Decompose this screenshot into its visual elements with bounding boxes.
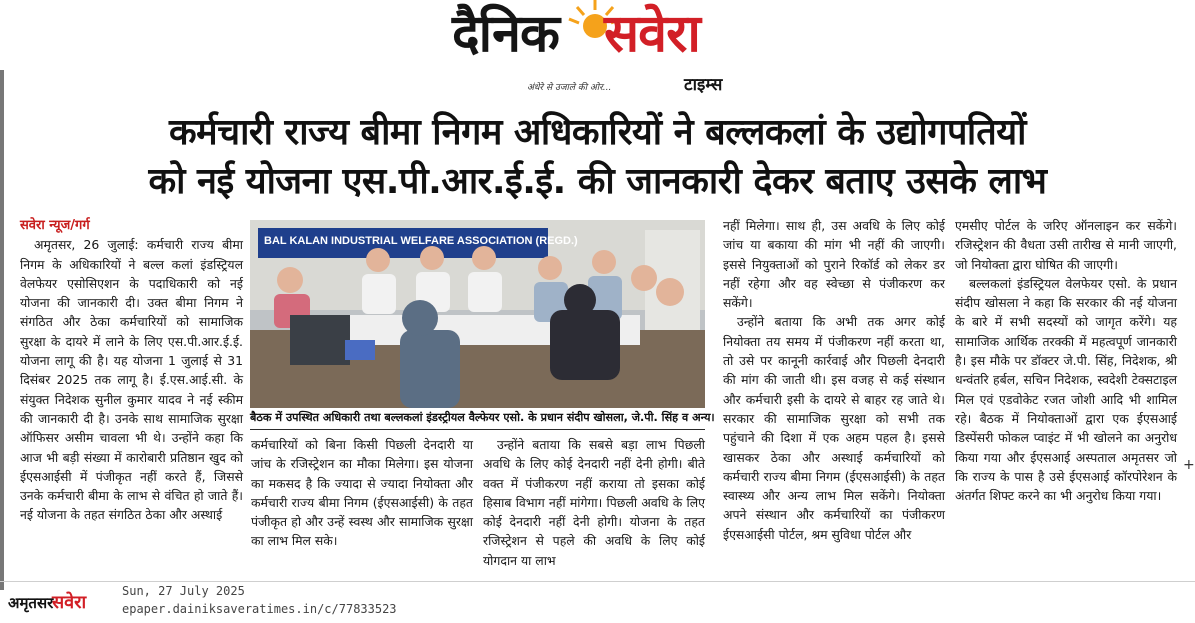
article-column-3 (483, 435, 705, 570)
plus-icon: + (1183, 457, 1195, 473)
headline-line-2: को नई योजना एस.पी.आर.ई.ई. की जानकारी देकर बताए उसके लाभ (148, 161, 1047, 202)
meeting-photo-image (250, 220, 705, 408)
brand-name-part1: दैनिक (452, 3, 559, 64)
article-column-1 (20, 216, 243, 525)
footer-divider (0, 581, 1195, 582)
article-paragraph: कर्मचारियों को बिना किसी पिछली देनदारी या जांच के रजिस्ट्रेशन का मौका मिलेगा। इस योजना का मकसद है कि ज्यादा से ज्यादा नियोक्ता और कर्मचारी राज्य बीमा निगम (ईएसआईसी) के तहत पंजीकृत हो और उन्हें स्वस्थ और सामाजिक सुरक्षा का लाभ मिल सके। (251, 437, 473, 549)
brand-name-part2: सवेरा (604, 3, 700, 64)
brand-tagline: अंधेरे से उजाले की ओर... (527, 83, 612, 93)
byline: सवेरा न्यूज/गर्ग (20, 218, 90, 233)
brand-name-part3: टाइम्स (684, 75, 723, 95)
caption-divider (250, 429, 705, 430)
article-paragraph: एमसीए पोर्टल के जरिए ऑनलाइन कर सकेंगे। रजिस्ट्रेशन की वैधता उसी तारीख से मानी जाएगी, जो नियोक्ता द्वारा घोषित की जाएगी। (955, 218, 1177, 272)
headline-line-1: कर्मचारी राज्य बीमा निगम अधिकारियों ने बल्लकलां के उद्योगपतियों (169, 112, 1026, 153)
photo-caption: बैठक में उपस्थित अधिकारी तथा बल्लकलां इंडस्ट्रीयल वैल्फेयर एसो. के प्रधान संदीप खोसला, जे.पी. सिंह व अन्य। (250, 411, 715, 424)
news-photo (250, 220, 705, 408)
article-paragraph: उन्होंने बताया कि अभी तक अगर कोई नियोक्ता तय समय में पंजीकरण नहीं करता था, तो उसे पर कानूनी कार्रवाई और पिछली देनदारी की मांग की जाती थी। इस वजह से कई संस्थान और कर्मचारी इसी के दायरे से बाहर रह जाते थे। सरकार की सामाजिक सुरक्षा को सभी तक पहुंचाने की दिशा में एक अहम पहल है। इससे खासकर ठेका और अस्थाई कर्मचारियों को कर्मचारी राज्य बीमा निगम (ईएसआईसी) के तहत स्वास्थ्य और अन्य लाभ मिल सकेंगे। नियोक्ता अपने संस्थान और कर्मचारियों का पंजीकरण ईएसआईसी पोर्टल, श्रम सुविधा पोर्टल और (723, 314, 945, 542)
masthead (0, 0, 1195, 100)
article-column-4 (723, 216, 945, 544)
article-paragraph: उन्होंने बताया कि सबसे बड़ा लाभ पिछली अवधि के लिए कोई देनदारी नहीं देनी होगी। बीते वक्त में पंजीकरण नहीं कराया तो इसका कोई हिसाब विभाग नहीं मांगेगा। पिछली अवधि के लिए कोई देनदारी नहीं देनी होगी। योजना के तहत रजिस्ट्रेशन से पहले की अवधि के लिए कोई योगदान या लाभ (483, 437, 705, 568)
article-paragraph: नहीं मिलेगा। साथ ही, उस अवधि के लिए कोई जांच या बकाया की मांग भी नहीं की जाएगी। इससे नियुक्ताओं को पुराने रिकॉर्ड को लेकर डर नहीं रहेगा और वह स्वेच्छा से पंजीकरण कर सकेंगे। (723, 218, 945, 311)
article-paragraph: अमृतसर, 26 जुलाई: कर्मचारी राज्य बीमा निगम के अधिकारियों ने बल्ल कलां इंडस्ट्रियल वेलफेयर एसोसिएशन के पदाधिकारी को नई योजना की जानकारी दी। उक्त बीमा निगम ने संगठित और ठेका कर्मचारियों को सामाजिक सुरक्षा के दायरे में लाने के लिए एस.पी.आर.ई.ई. योजना लागू की है। यह योजना 1 जुलाई से 31 दिसंबर 2025 तक लागू है। ई.एस.आई.सी. के संयुक्त निदेशक सुनील कुमार यादव ने नई स्कीम की जानकारी दी है। उनके साथ सामाजिक सुरक्षा ऑफिसर असीम चावला भी थे। उन्होंने कहा कि आज भी बड़ी संख्या में कारोबारी प्रतिष्ठान खुद को ईएसआईसी में पंजीकृत नहीं करते हैं, जिससे उनके कर्मचारी बीमा के लाभ से वंचित हो जाते हैं। नई योजना के तहत संगठित ठेका और अस्थाई (20, 237, 243, 523)
article-column-2 (251, 435, 473, 551)
footer-edition-part1: अमृतसर (8, 594, 54, 612)
footer-edition-part2: सवेरा (52, 592, 87, 613)
footer-date: Sun, 27 July 2025 (122, 584, 245, 598)
footer-url-link[interactable]: epaper.dainiksaveratimes.in/c/77833523 (122, 602, 397, 616)
article-column-5 (955, 216, 1177, 505)
photo-banner-text: BAL KALAN INDUSTRIAL WELFARE ASSOCIATION (REGD.) (264, 235, 578, 247)
article-paragraph: बल्लकलां इंडस्ट्रियल वेलफेयर एसो. के प्रधान संदीप खोसला ने कहा कि सरकार की नई योजना के बारे में सभी सदस्यों को जागृत करेंगे। यह सामाजिक आर्थिक तरक्की में महत्वपूर्ण जानकारी है। इस मौके पर डॉक्टर जे.पी. सिंह, निदेशक, श्री धन्वंतरि हर्बल, सचिन निदेशक, स्वदेशी टेक्सटाइल मिल एवं एडवोकेट रजत जोशी आदि भी शामिल रहे। बैठक में नियोक्ताओं द्वारा एक ईएसआई डिस्पेंसरी फोकल प्वाइंट में भी खोलने का अनुरोध किया गया और ईएसआई अस्पताल अमृतसर जो कि राज्य के पास है उसे ईएसआई कॉरपोरेशन के अंतर्गत शिफ्ट करने का भी अनुरोध किया गया। (955, 275, 1177, 504)
